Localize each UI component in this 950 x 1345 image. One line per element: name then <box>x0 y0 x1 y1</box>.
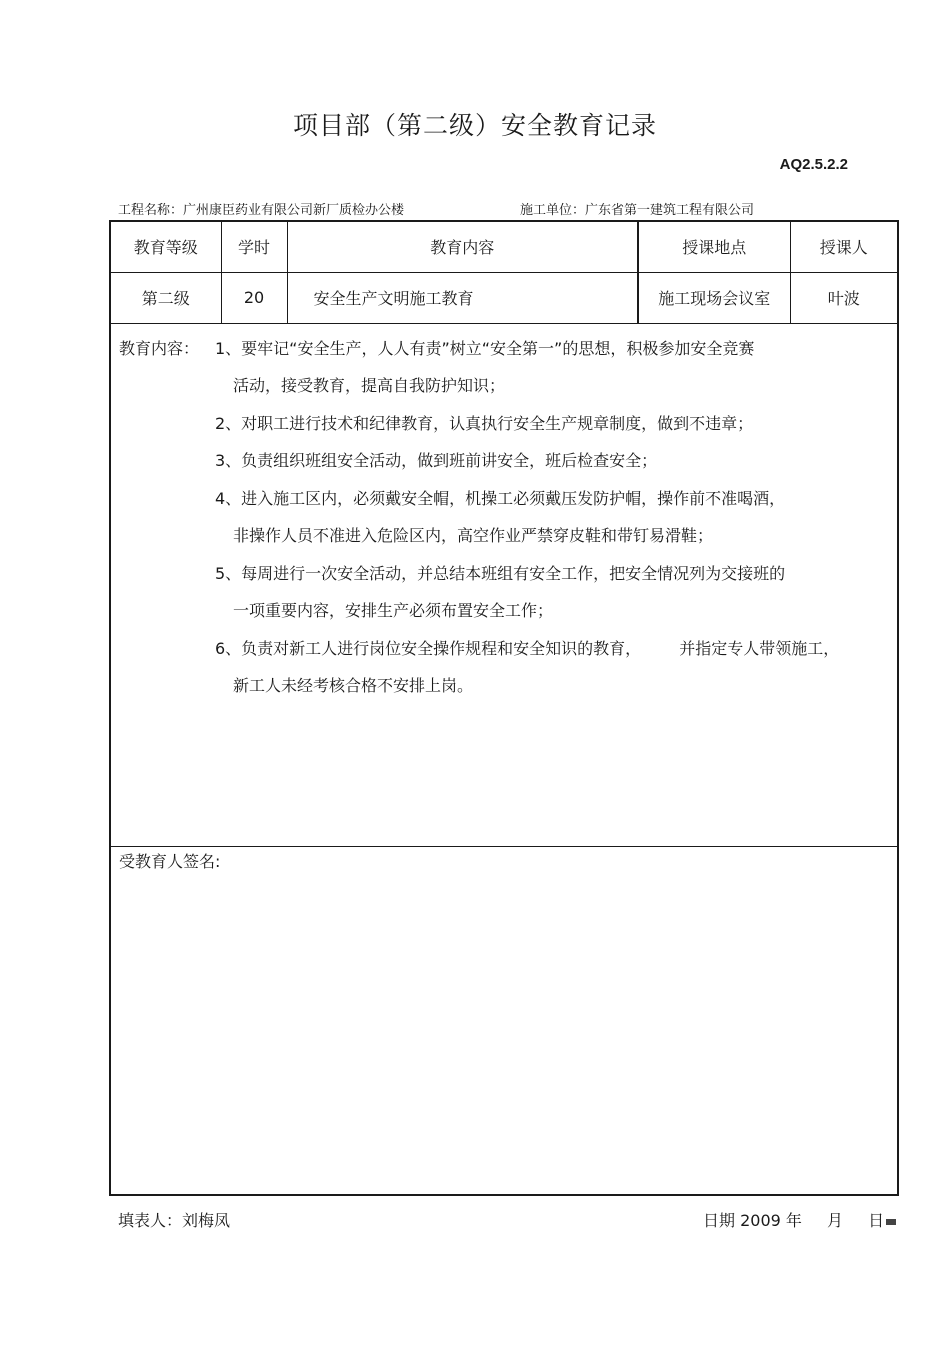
content-item-1: 1、要牢记“安全生产，人人有责”树立“安全第一”的思想，积极参加安全竞赛 <box>215 338 755 358</box>
project-name: 工程名称：广州康臣药业有限公司新厂质检办公楼 <box>118 203 405 218</box>
date-year-unit: 年 <box>785 1211 802 1230</box>
date-year: 2009 <box>740 1211 781 1230</box>
header-row <box>110 221 898 272</box>
content-label: 教育内容： <box>119 338 200 358</box>
content-item-6-part-b: 并指定专人带领施工， <box>679 638 840 658</box>
content-item-5-cont: 一项重要内容，安排生产必须布置安全工作； <box>233 601 554 620</box>
signature-row <box>110 846 898 1195</box>
content-items <box>215 330 889 705</box>
content-item-3: 3、负责组织班组安全活动，做到班前讲安全，班后检查安全； <box>215 451 658 470</box>
value-level: 第二级 <box>110 272 221 323</box>
header-location: 授课地点 <box>638 221 790 272</box>
scan-mark-icon <box>886 1219 896 1225</box>
date-month-unit: 月 <box>827 1211 844 1230</box>
record-code: AQ2.5.2.2 <box>779 156 848 173</box>
content-item-6 <box>215 630 889 668</box>
date-day-unit: 日 <box>868 1211 885 1230</box>
record-table <box>109 220 899 1196</box>
signature-label: 受教育人签名: <box>119 851 221 871</box>
construction-unit: 施工单位：广东省第一建筑工程有限公司 <box>520 203 755 218</box>
value-location: 施工现场会议室 <box>638 272 790 323</box>
date-field <box>703 1208 896 1231</box>
header-hours: 学时 <box>221 221 287 272</box>
content-item-4: 4、进入施工区内，必须戴安全帽，机操工必须戴压发防护帽，操作前不准喝酒， <box>215 488 786 508</box>
value-row <box>110 272 898 323</box>
header-teacher: 授课人 <box>790 221 898 272</box>
header-level: 教育等级 <box>110 221 221 272</box>
filler-name: 填表人：刘梅凤 <box>118 1211 231 1230</box>
content-item-6-part-a: 6、负责对新工人进行岗位安全操作规程和安全知识的教育， <box>215 638 642 658</box>
content-cell <box>110 323 898 846</box>
date-label: 日期 <box>703 1211 736 1230</box>
content-item-1-cont: 活动，接受教育，提高自我防护知识； <box>233 376 506 395</box>
content-row <box>110 323 898 846</box>
content-item-2: 2、对职工进行技术和纪律教育，认真执行安全生产规章制度，做到不违章； <box>215 413 754 433</box>
signature-cell <box>110 846 898 1195</box>
content-item-4-cont: 非操作人员不准进入危险区内，高空作业严禁穿皮鞋和带钉易滑鞋； <box>233 526 714 545</box>
page-title: 项目部（第二级）安全教育记录 <box>292 111 657 140</box>
value-hours: 20 <box>221 272 287 323</box>
value-content: 安全生产文明施工教育 <box>287 272 638 323</box>
content-item-5: 5、每周进行一次安全活动，并总结本班组有安全工作，把安全情况列为交接班的 <box>215 563 786 583</box>
content-item-6-cont: 新工人未经考核合格不安排上岗。 <box>233 676 474 695</box>
value-teacher: 叶波 <box>790 272 898 323</box>
header-content: 教育内容 <box>287 221 638 272</box>
